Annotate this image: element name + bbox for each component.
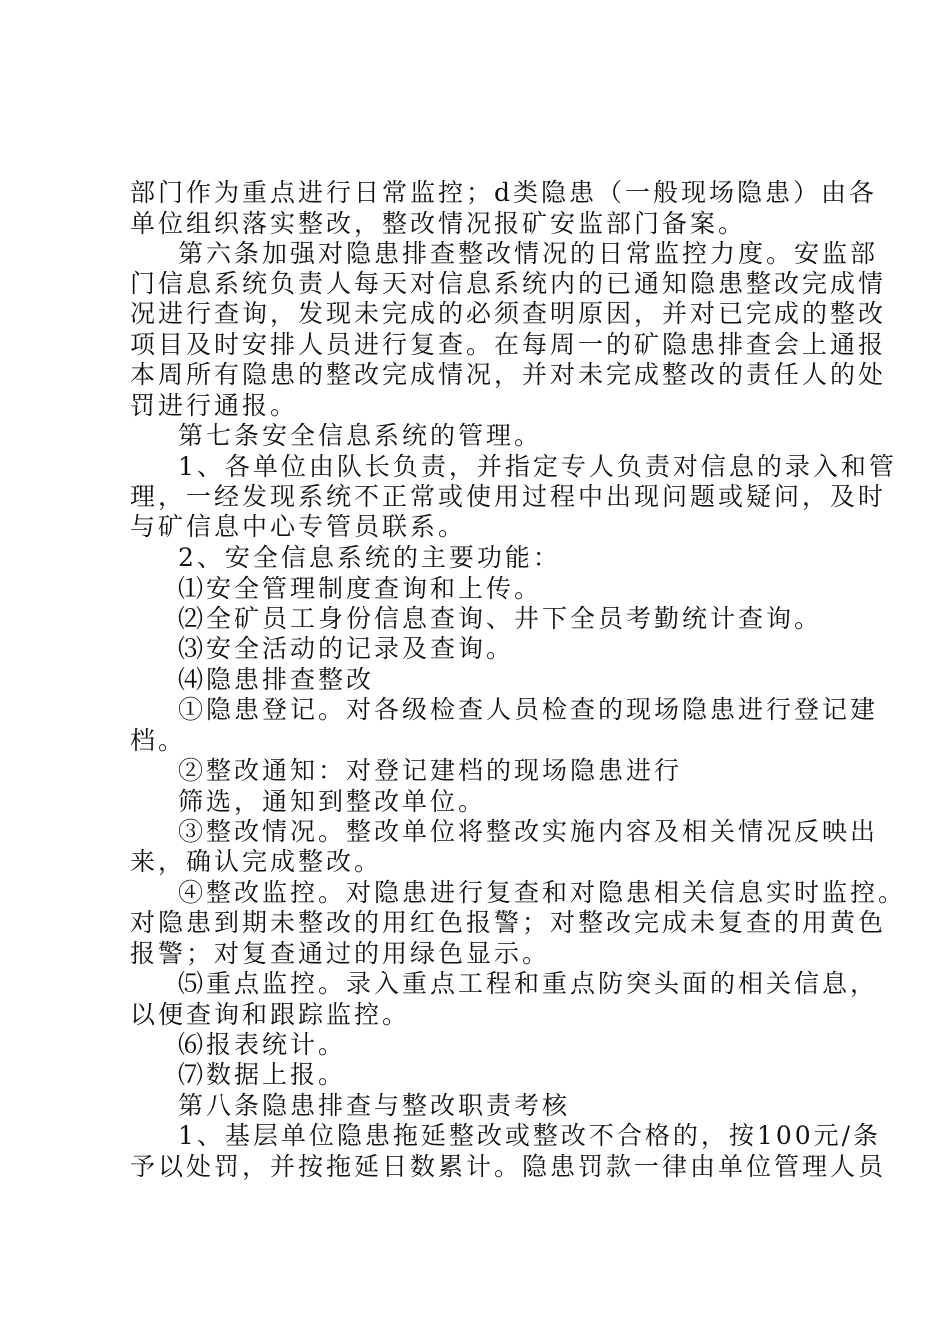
list-item: ③整改情况。整改单位将整改实施内容及相关情况反映出	[178, 817, 879, 846]
text-line: 理，一经发现系统不正常或使用过程中出现问题或疑问，及时	[130, 482, 887, 511]
list-item: ④整改监控。对隐患进行复查和对隐患相关信息实时监控。	[178, 878, 907, 907]
text-line: 项目及时安排人员进行复查。在每周一的矿隐患排查会上通报	[130, 330, 887, 359]
text-line: 筛选，通知到整改单位。	[178, 787, 487, 816]
list-item: ②整改通知：对登记建档的现场隐患进行	[178, 756, 683, 785]
text-line: 况进行查询，发现未完成的必须查明原因，并对已完成的整改	[130, 299, 887, 328]
text-line: 本周所有隐患的整改完成情况，并对未完成整改的责任人的处	[130, 360, 887, 389]
text-line: 单位组织落实整改，整改情况报矿安监部门备案。	[130, 209, 747, 238]
section-heading: 第七条安全信息系统的管理。	[178, 421, 543, 450]
list-item: ①隐患登记。对各级检查人员检查的现场隐患进行登记建	[178, 695, 879, 724]
list-item: ⑹报表统计。	[178, 1030, 347, 1059]
text-line: 与矿信息中心专管员联系。	[130, 512, 467, 541]
list-item: ⑺数据上报。	[178, 1060, 347, 1089]
text-line: 对隐患到期未整改的用红色报警；对整改完成未复查的用黄色	[130, 908, 887, 937]
text-line: 以便查询和跟踪监控。	[130, 1000, 411, 1029]
text-line: 部门作为重点进行日常监控；d类隐患（一般现场隐患）由各	[130, 178, 878, 207]
text-line: 罚进行通报。	[130, 391, 299, 420]
list-item: ⑸重点监控。录入重点工程和重点防突头面的相关信息，	[178, 969, 879, 998]
section-heading: 第八条隐患排查与整改职责考核	[178, 1091, 571, 1120]
text-line: 来，确认完成整改。	[130, 847, 383, 876]
text-line: 报警；对复查通过的用绿色显示。	[130, 939, 551, 968]
text-line: 档。	[130, 726, 187, 755]
text-line: 第六条加强对隐患排查整改情况的日常监控力度。安监部	[178, 239, 879, 268]
text-line: 1、各单位由队长负责，并指定专人负责对信息的录入和管	[178, 452, 897, 481]
text-line: 予以处罚，并按拖延日数累计。隐患罚款一律由单位管理人员	[130, 1152, 887, 1181]
list-item: ⑴安全管理制度查询和上传。	[178, 574, 543, 603]
list-item: ⑶安全活动的记录及查询。	[178, 634, 515, 663]
text-line: 1、基层单位隐患拖延整改或整改不合格的，按100元/条	[178, 1121, 882, 1150]
list-item: ⑷隐患排查整改	[178, 665, 375, 694]
text-line: 2、安全信息系统的主要功能：	[178, 543, 561, 572]
list-item: ⑵全矿员工身份信息查询、井下全员考勤统计查询。	[178, 604, 823, 633]
text-line: 门信息系统负责人每天对信息系统内的已通知隐患整改完成情	[130, 269, 887, 298]
